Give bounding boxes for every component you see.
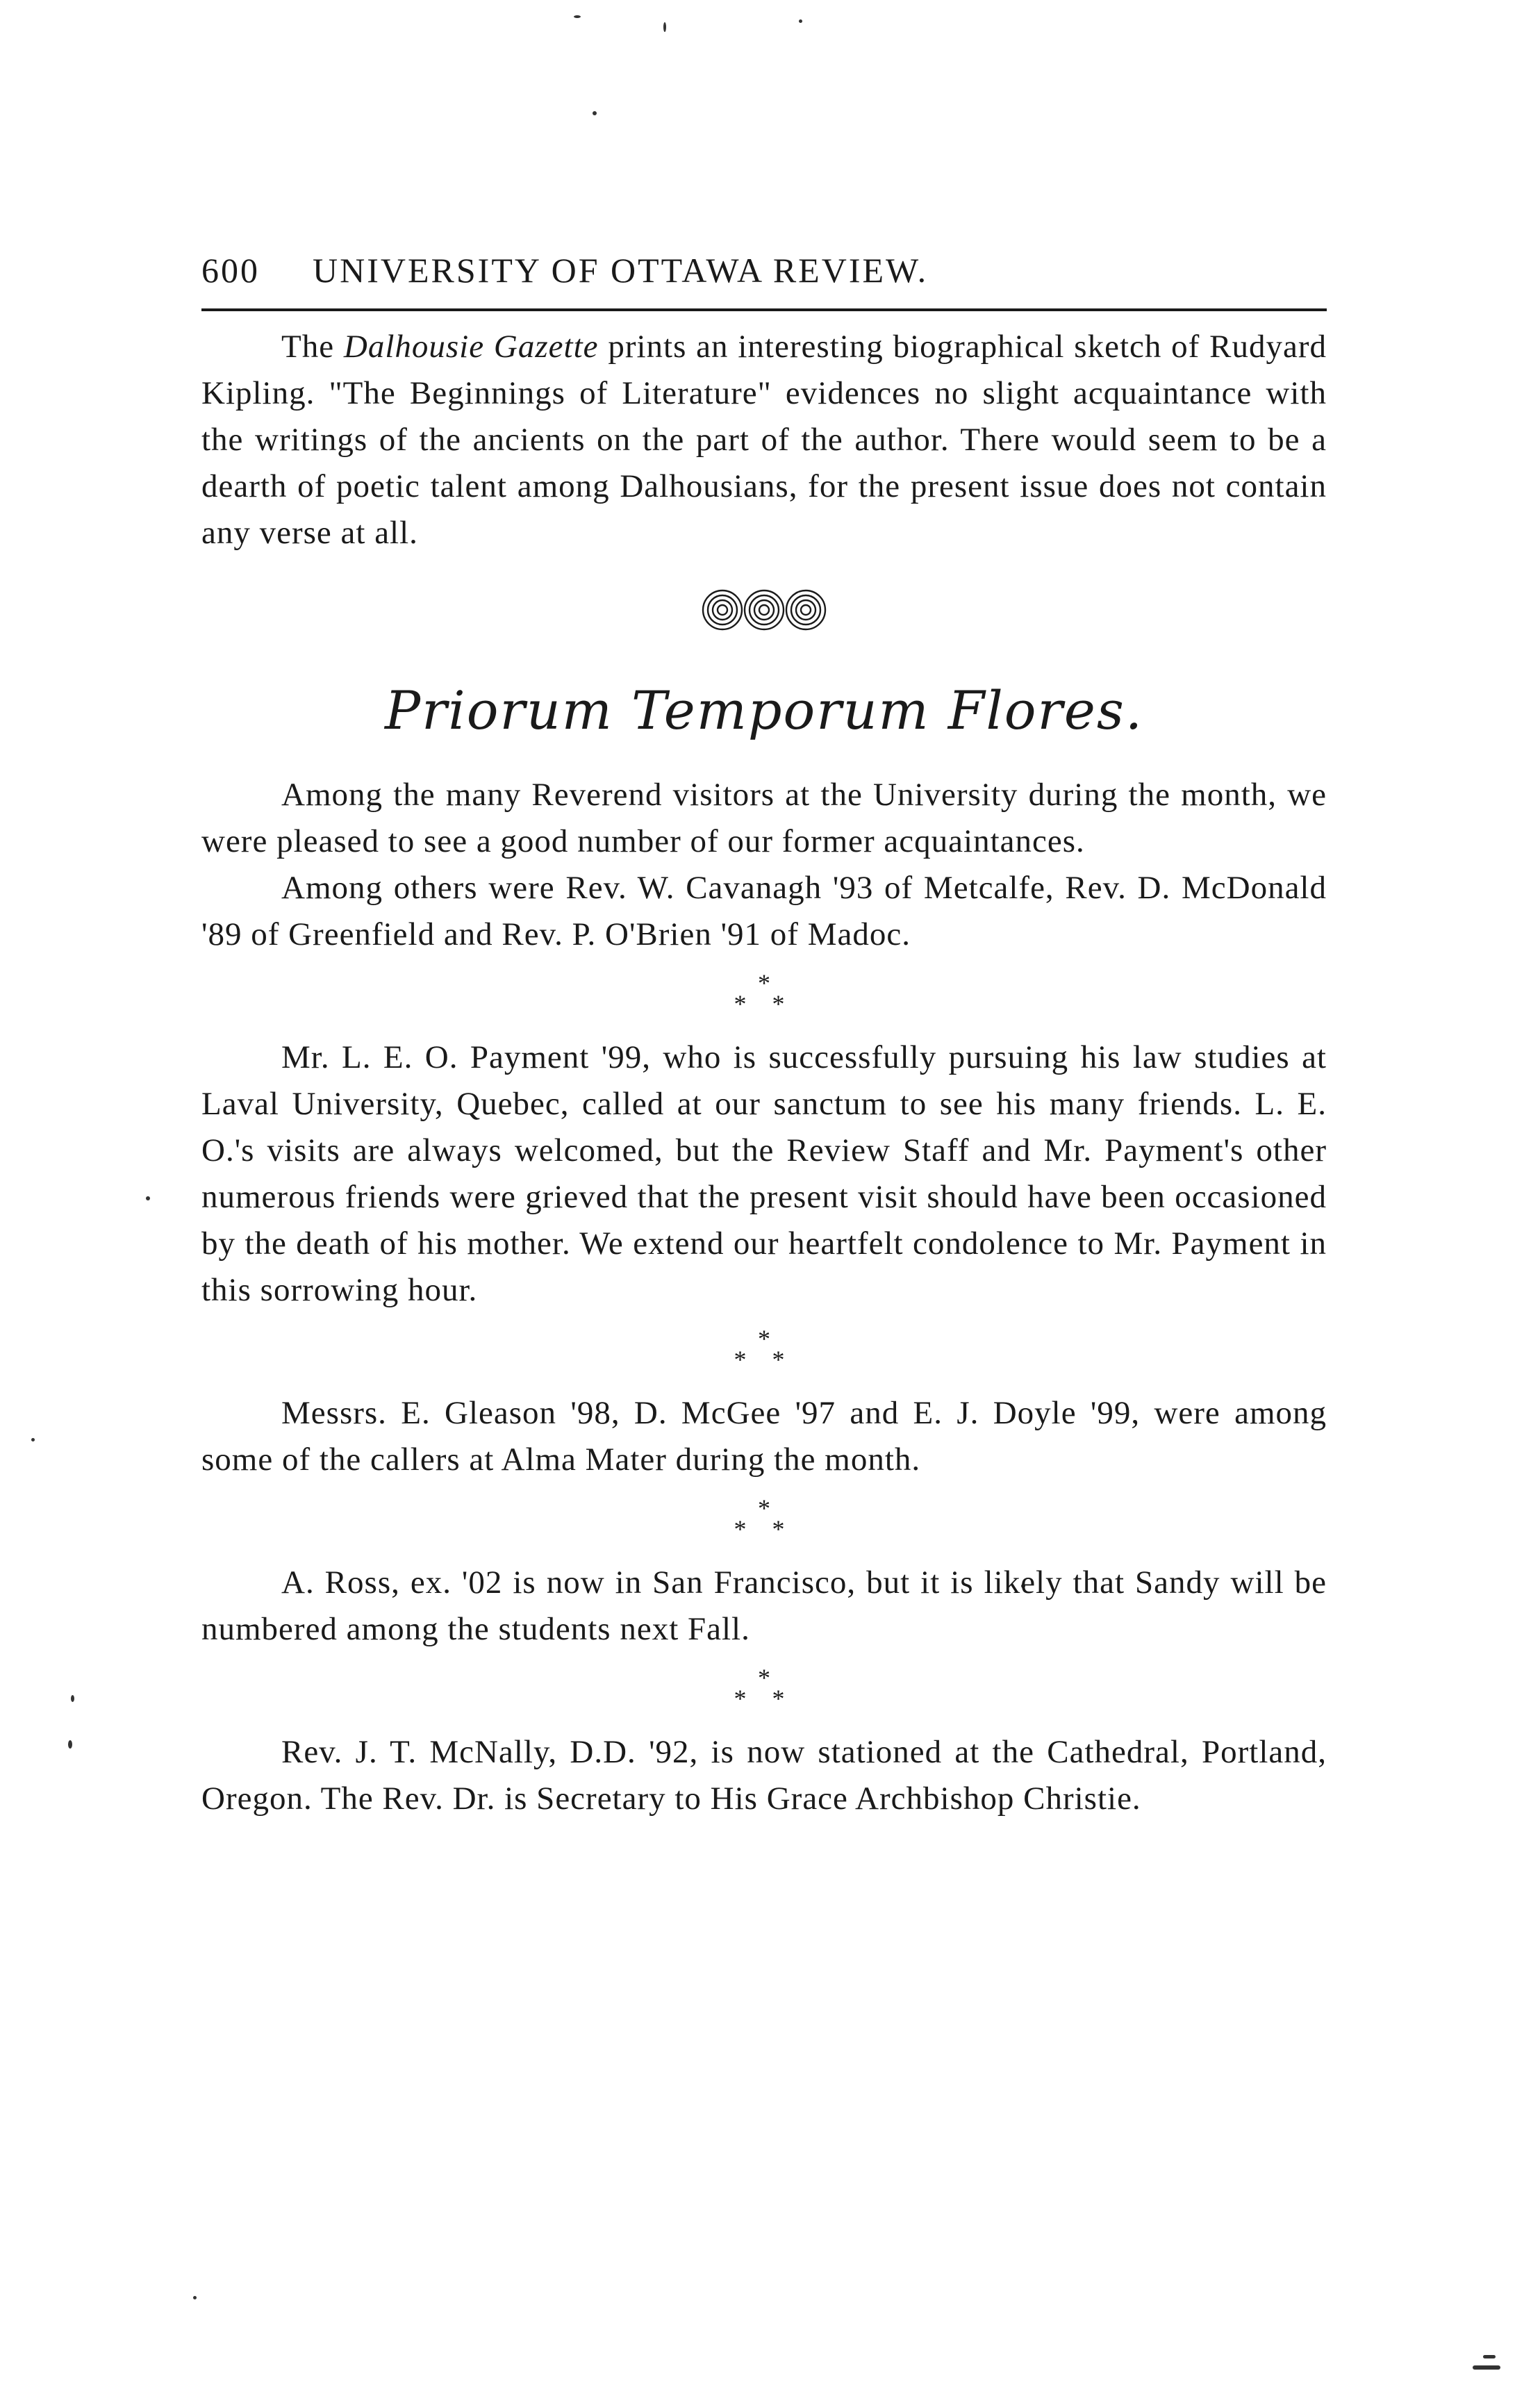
asterism-bottom: * *: [734, 1685, 795, 1712]
triple-spiral-ornament-icon: [201, 572, 1327, 648]
journal-title: UNIVERSITY OF OTTAWA REVIEW.: [313, 251, 929, 290]
asterism-top: *: [758, 969, 770, 997]
asterism-top: *: [758, 1494, 770, 1522]
paragraph-ross: A. Ross, ex. '02 is now in San Francisco, but it is likely that Sandy will be numbered among the students next Fall.: [201, 1564, 1327, 1647]
asterism-separator: [201, 1653, 1327, 1729]
asterism-separator: [201, 1314, 1327, 1390]
asterism-bottom: * *: [734, 1515, 795, 1543]
asterism-separator: [201, 1483, 1327, 1560]
header-rule: [201, 308, 1327, 311]
page-number: 600: [201, 251, 260, 290]
paragraph-payment: Mr. L. E. O. Payment '99, who is successfully pursuing his law studies at Laval University, Quebec, called at our sanctum to see his many friends. L. E. O.'s visits are always welcomed, but the Review Staff and Mr. Payment's other numerous friends were grieved that the present visit should have been occasioned by the death of his mother. We extend our heartfelt condolence to Mr. Payment in this sorrowing hour.: [201, 1039, 1327, 1308]
running-head: [201, 250, 1327, 299]
paragraph-visitors: Among the many Reverend visitors at the University during the month, we were pleased to see a good number of our former acquaintances.: [201, 777, 1327, 859]
publication-name: Dalhousie Gazette: [343, 329, 599, 365]
section-heading: Priorum Temporum Flores.: [384, 679, 1144, 741]
exchange-note-paragraph: [201, 324, 1327, 556]
asterism-top: *: [758, 1664, 770, 1692]
paragraph-callers: Messrs. E. Gleason '98, D. McGee '97 and E. J. Doyle '99, were among some of the callers at Alma Mater during the month.: [201, 1395, 1327, 1478]
exchange-note-body: prints an interesting biographical sketch of Rudyard Kipling. "The Beginnings of Literature" evidences no slight acquaintance with the writings of the ancients on the part of the author. There would seem to be a dearth of poetic talent among Dalhousians, for the present issue does not contain any verse at all.: [201, 329, 1327, 551]
document-page: [201, 250, 1327, 1822]
asterism-top: *: [758, 1325, 770, 1353]
exchange-note-prefix: The: [281, 329, 344, 365]
asterism-bottom: * *: [734, 990, 795, 1018]
asterism-bottom: * *: [734, 1346, 795, 1373]
asterism-separator: [201, 958, 1327, 1034]
paragraph-former-students: Among others were Rev. W. Cavanagh '93 of Metcalfe, Rev. D. McDonald '89 of Greenfield and Rev. P. O'Brien '91 of Madoc.: [201, 870, 1327, 952]
paragraph-mcnally: Rev. J. T. McNally, D.D. '92, is now stationed at the Cathedral, Portland, Oregon. The Rev. Dr. is Secretary to His Grace Archbishop Christie.: [201, 1734, 1327, 1817]
